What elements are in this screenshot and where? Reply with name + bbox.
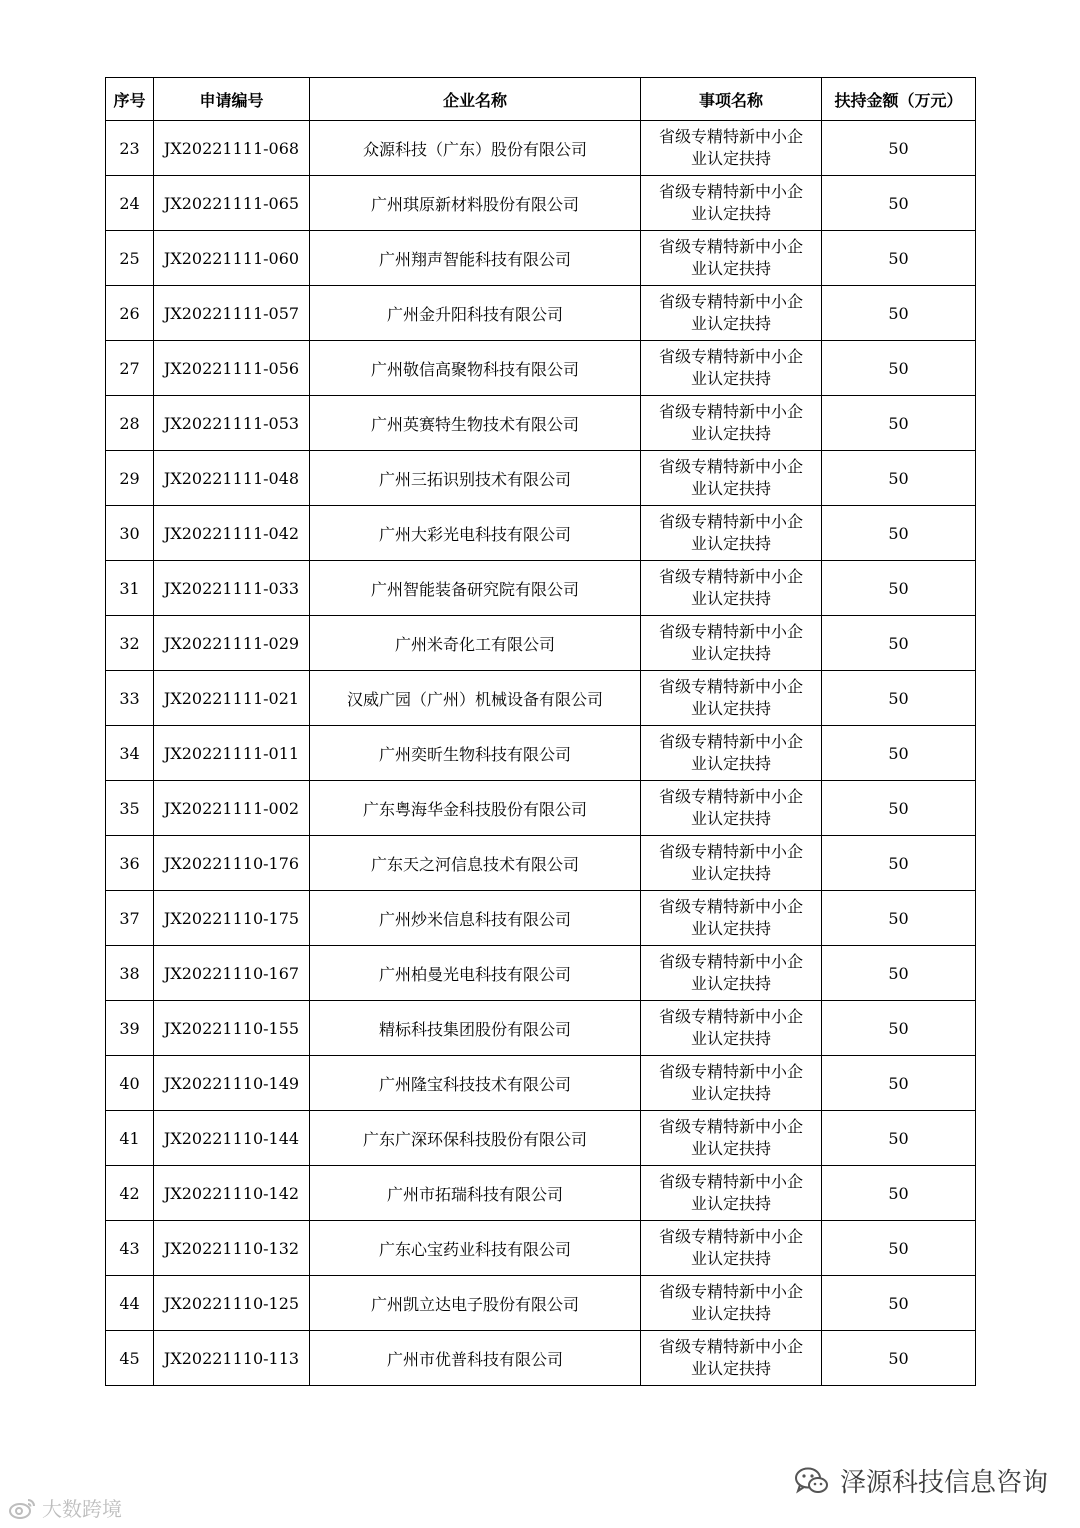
watermark-right-text: 泽源科技信息咨询 xyxy=(839,1468,1048,1498)
cell-company: 广州大彩光电科技有限公司 xyxy=(310,506,641,561)
cell-item-line: 省级专精特新中小企 xyxy=(658,952,803,971)
table-row xyxy=(106,286,976,341)
cell-item-line: 省级专精特新中小企 xyxy=(658,347,803,366)
cell-company: 广州奕昕生物科技有限公司 xyxy=(310,726,641,781)
cell-item-line: 省级专精特新中小企 xyxy=(658,732,803,751)
cell-item-line: 省级专精特新中小企 xyxy=(658,897,803,916)
watermark-right xyxy=(794,1462,1048,1499)
cell-item xyxy=(641,1221,822,1276)
cell-no: 28 xyxy=(106,396,154,451)
cell-amount: 50 xyxy=(822,836,976,891)
cell-amount: 50 xyxy=(822,946,976,1001)
cell-item-line: 省级专精特新中小企 xyxy=(658,1117,803,1136)
cell-no: 24 xyxy=(106,176,154,231)
cell-amount: 50 xyxy=(822,1111,976,1166)
cell-no: 31 xyxy=(106,561,154,616)
table-row xyxy=(106,891,976,946)
table-row xyxy=(106,616,976,671)
cell-item-line: 省级专精特新中小企 xyxy=(658,1227,803,1246)
cell-amount: 50 xyxy=(822,1331,976,1386)
cell-app-id: JX20221111-042 xyxy=(154,506,310,561)
cell-app-id: JX20221110-125 xyxy=(154,1276,310,1331)
cell-no: 23 xyxy=(106,121,154,176)
cell-no: 27 xyxy=(106,341,154,396)
cell-app-id: JX20221111-021 xyxy=(154,671,310,726)
cell-item-line: 业认定扶持 xyxy=(690,589,771,608)
cell-company: 广州柏曼光电科技有限公司 xyxy=(310,946,641,1001)
cell-item-line: 业认定扶持 xyxy=(690,1194,771,1213)
cell-app-id: JX20221111-068 xyxy=(154,121,310,176)
cell-item-line: 省级专精特新中小企 xyxy=(658,127,803,146)
cell-amount: 50 xyxy=(822,1056,976,1111)
cell-app-id: JX20221110-113 xyxy=(154,1331,310,1386)
cell-company: 广州智能装备研究院有限公司 xyxy=(310,561,641,616)
cell-item xyxy=(641,176,822,231)
cell-item xyxy=(641,891,822,946)
table-row xyxy=(106,671,976,726)
cell-app-id: JX20221111-065 xyxy=(154,176,310,231)
cell-item-line: 业认定扶持 xyxy=(690,1359,771,1378)
cell-item xyxy=(641,1111,822,1166)
cell-app-id: JX20221110-175 xyxy=(154,891,310,946)
table-row xyxy=(106,1111,976,1166)
table-row xyxy=(106,341,976,396)
table-row xyxy=(106,1276,976,1331)
header-app-id: 申请编号 xyxy=(154,78,310,121)
cell-item-line: 省级专精特新中小企 xyxy=(658,292,803,311)
cell-item-line: 业认定扶持 xyxy=(690,1029,771,1048)
cell-item xyxy=(641,1056,822,1111)
cell-company: 广州翔声智能科技有限公司 xyxy=(310,231,641,286)
cell-item xyxy=(641,231,822,286)
cell-amount: 50 xyxy=(822,121,976,176)
cell-amount: 50 xyxy=(822,341,976,396)
table-row xyxy=(106,726,976,781)
cell-item-line: 省级专精特新中小企 xyxy=(658,182,803,201)
weibo-logo-icon xyxy=(8,1496,38,1520)
cell-app-id: JX20221111-056 xyxy=(154,341,310,396)
cell-item-line: 业认定扶持 xyxy=(690,369,771,388)
table-row xyxy=(106,396,976,451)
cell-no: 39 xyxy=(106,1001,154,1056)
cell-item xyxy=(641,726,822,781)
table-row xyxy=(106,1331,976,1386)
cell-app-id: JX20221110-142 xyxy=(154,1166,310,1221)
table-row xyxy=(106,561,976,616)
cell-no: 26 xyxy=(106,286,154,341)
cell-item-line: 省级专精特新中小企 xyxy=(658,1172,803,1191)
cell-item xyxy=(641,1276,822,1331)
cell-company: 广州金升阳科技有限公司 xyxy=(310,286,641,341)
cell-item xyxy=(641,561,822,616)
cell-item-line: 业认定扶持 xyxy=(690,479,771,498)
cell-app-id: JX20221111-029 xyxy=(154,616,310,671)
cell-item-line: 省级专精特新中小企 xyxy=(658,457,803,476)
header-item: 事项名称 xyxy=(641,78,822,121)
cell-company: 广州敬信高聚物科技有限公司 xyxy=(310,341,641,396)
cell-app-id: JX20221110-176 xyxy=(154,836,310,891)
cell-amount: 50 xyxy=(822,891,976,946)
cell-item-line: 业认定扶持 xyxy=(690,1139,771,1158)
cell-item-line: 省级专精特新中小企 xyxy=(658,1337,803,1356)
table-row xyxy=(106,1166,976,1221)
cell-item-line: 省级专精特新中小企 xyxy=(658,567,803,586)
cell-item-line: 省级专精特新中小企 xyxy=(658,1007,803,1026)
cell-item xyxy=(641,946,822,1001)
cell-item-line: 业认定扶持 xyxy=(690,699,771,718)
cell-amount: 50 xyxy=(822,396,976,451)
cell-amount: 50 xyxy=(822,231,976,286)
cell-no: 40 xyxy=(106,1056,154,1111)
cell-company: 汉威广园（广州）机械设备有限公司 xyxy=(310,671,641,726)
cell-app-id: JX20221110-155 xyxy=(154,1001,310,1056)
cell-item-line: 省级专精特新中小企 xyxy=(658,237,803,256)
cell-company: 广东天之河信息技术有限公司 xyxy=(310,836,641,891)
cell-amount: 50 xyxy=(822,1001,976,1056)
cell-no: 33 xyxy=(106,671,154,726)
cell-app-id: JX20221111-057 xyxy=(154,286,310,341)
cell-no: 43 xyxy=(106,1221,154,1276)
cell-item xyxy=(641,1331,822,1386)
cell-item-line: 省级专精特新中小企 xyxy=(658,1062,803,1081)
cell-app-id: JX20221111-053 xyxy=(154,396,310,451)
cell-item-line: 省级专精特新中小企 xyxy=(658,512,803,531)
table-row xyxy=(106,451,976,506)
cell-item-line: 业认定扶持 xyxy=(690,424,771,443)
cell-item xyxy=(641,671,822,726)
table-row xyxy=(106,121,976,176)
cell-item-line: 业认定扶持 xyxy=(690,864,771,883)
cell-company: 众源科技（广东）股份有限公司 xyxy=(310,121,641,176)
cell-company: 广州市拓瑞科技有限公司 xyxy=(310,1166,641,1221)
table-body xyxy=(106,121,976,1386)
cell-company: 广州英赛特生物技术有限公司 xyxy=(310,396,641,451)
cell-no: 37 xyxy=(106,891,154,946)
cell-app-id: JX20221111-002 xyxy=(154,781,310,836)
table-row xyxy=(106,781,976,836)
table-row xyxy=(106,1001,976,1056)
cell-item xyxy=(641,1001,822,1056)
cell-company: 广东粤海华金科技股份有限公司 xyxy=(310,781,641,836)
cell-company: 广州市优普科技有限公司 xyxy=(310,1331,641,1386)
cell-app-id: JX20221111-048 xyxy=(154,451,310,506)
cell-amount: 50 xyxy=(822,616,976,671)
cell-item-line: 业认定扶持 xyxy=(690,644,771,663)
cell-no: 25 xyxy=(106,231,154,286)
cell-item-line: 业认定扶持 xyxy=(690,259,771,278)
cell-item-line: 业认定扶持 xyxy=(690,1304,771,1323)
cell-company: 广州凯立达电子股份有限公司 xyxy=(310,1276,641,1331)
cell-no: 41 xyxy=(106,1111,154,1166)
cell-item xyxy=(641,121,822,176)
cell-item-line: 省级专精特新中小企 xyxy=(658,1282,803,1301)
cell-no: 32 xyxy=(106,616,154,671)
cell-item-line: 业认定扶持 xyxy=(690,314,771,333)
cell-item xyxy=(641,781,822,836)
cell-amount: 50 xyxy=(822,176,976,231)
cell-amount: 50 xyxy=(822,561,976,616)
cell-no: 38 xyxy=(106,946,154,1001)
table-row xyxy=(106,1056,976,1111)
cell-no: 34 xyxy=(106,726,154,781)
cell-amount: 50 xyxy=(822,1221,976,1276)
cell-app-id: JX20221110-167 xyxy=(154,946,310,1001)
cell-item xyxy=(641,1166,822,1221)
cell-amount: 50 xyxy=(822,781,976,836)
cell-app-id: JX20221110-144 xyxy=(154,1111,310,1166)
cell-item-line: 省级专精特新中小企 xyxy=(658,402,803,421)
cell-item xyxy=(641,836,822,891)
cell-item-line: 省级专精特新中小企 xyxy=(658,842,803,861)
cell-item-line: 业认定扶持 xyxy=(690,149,771,168)
cell-item xyxy=(641,341,822,396)
cell-no: 35 xyxy=(106,781,154,836)
cell-amount: 50 xyxy=(822,1166,976,1221)
cell-app-id: JX20221110-149 xyxy=(154,1056,310,1111)
cell-amount: 50 xyxy=(822,1276,976,1331)
cell-company: 广州炒米信息科技有限公司 xyxy=(310,891,641,946)
table-row xyxy=(106,836,976,891)
cell-amount: 50 xyxy=(822,506,976,561)
cell-company: 广州隆宝科技技术有限公司 xyxy=(310,1056,641,1111)
cell-item-line: 省级专精特新中小企 xyxy=(658,677,803,696)
header-company: 企业名称 xyxy=(310,78,641,121)
header-amount: 扶持金额（万元） xyxy=(822,78,976,121)
cell-item-line: 业认定扶持 xyxy=(690,1249,771,1268)
cell-item-line: 业认定扶持 xyxy=(690,809,771,828)
cell-item-line: 业认定扶持 xyxy=(690,919,771,938)
cell-no: 42 xyxy=(106,1166,154,1221)
cell-amount: 50 xyxy=(822,451,976,506)
cell-amount: 50 xyxy=(822,726,976,781)
table-row xyxy=(106,506,976,561)
cell-amount: 50 xyxy=(822,286,976,341)
cell-item-line: 业认定扶持 xyxy=(690,534,771,553)
cell-item-line: 省级专精特新中小企 xyxy=(658,787,803,806)
cell-company: 精标科技集团股份有限公司 xyxy=(310,1001,641,1056)
watermark-left xyxy=(8,1493,122,1522)
cell-item-line: 业认定扶持 xyxy=(690,754,771,773)
watermark-left-text: 大数跨境 xyxy=(42,1497,122,1521)
wechat-icon xyxy=(794,1466,830,1496)
cell-amount: 50 xyxy=(822,671,976,726)
cell-company: 广州琪原新材料股份有限公司 xyxy=(310,176,641,231)
table-row xyxy=(106,231,976,286)
cell-item xyxy=(641,451,822,506)
cell-app-id: JX20221111-011 xyxy=(154,726,310,781)
table-header-row xyxy=(106,78,976,121)
cell-company: 广东广深环保科技股份有限公司 xyxy=(310,1111,641,1166)
cell-company: 广州米奇化工有限公司 xyxy=(310,616,641,671)
cell-item xyxy=(641,506,822,561)
cell-item-line: 省级专精特新中小企 xyxy=(658,622,803,641)
table-row xyxy=(106,946,976,1001)
cell-company: 广州三拓识别技术有限公司 xyxy=(310,451,641,506)
cell-app-id: JX20221111-060 xyxy=(154,231,310,286)
header-no: 序号 xyxy=(106,78,154,121)
table-row xyxy=(106,176,976,231)
cell-no: 30 xyxy=(106,506,154,561)
subsidy-table xyxy=(105,77,976,1386)
cell-item xyxy=(641,616,822,671)
cell-app-id: JX20221110-132 xyxy=(154,1221,310,1276)
cell-no: 36 xyxy=(106,836,154,891)
cell-no: 29 xyxy=(106,451,154,506)
cell-company: 广东心宝药业科技有限公司 xyxy=(310,1221,641,1276)
cell-item xyxy=(641,396,822,451)
cell-item-line: 业认定扶持 xyxy=(690,974,771,993)
cell-app-id: JX20221111-033 xyxy=(154,561,310,616)
cell-item-line: 业认定扶持 xyxy=(690,204,771,223)
table-row xyxy=(106,1221,976,1276)
cell-item xyxy=(641,286,822,341)
cell-no: 44 xyxy=(106,1276,154,1331)
cell-no: 45 xyxy=(106,1331,154,1386)
cell-item-line: 业认定扶持 xyxy=(690,1084,771,1103)
